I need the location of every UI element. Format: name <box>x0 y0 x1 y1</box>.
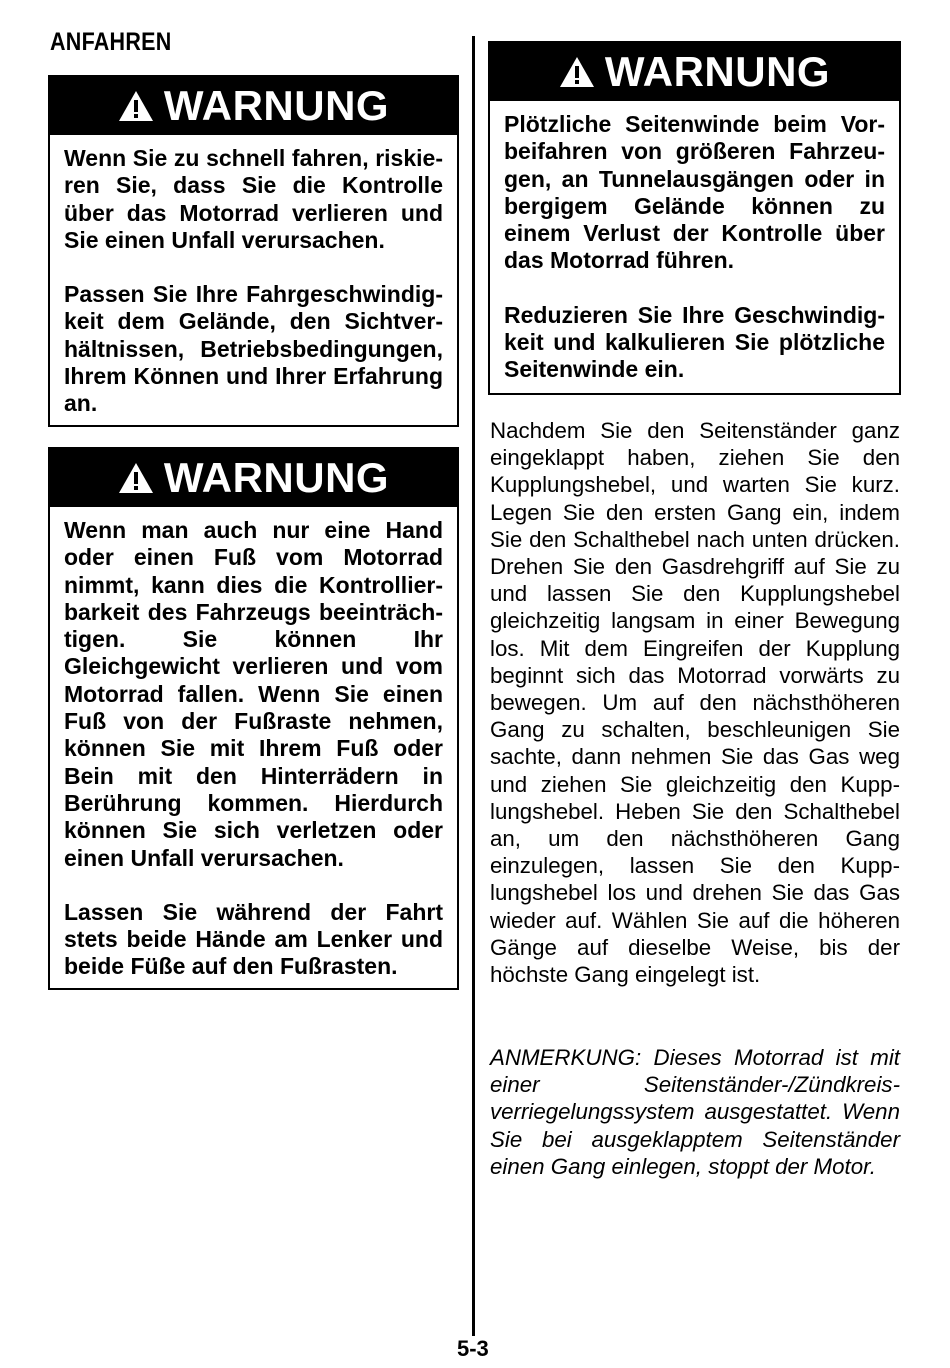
warning-box-hands-feet <box>48 447 459 990</box>
note-paragraph: ANMERKUNG: Dieses Motorrad ist mit einer Seitenständer-/Zündkreisverriegelungssystem ausgestattet. Wenn Sie bei ausgeklapptem Seitenständer einen Gang einlegen, stoppt der Motor. <box>490 1045 900 1179</box>
warning-heading: WARNUNG <box>163 454 390 501</box>
warning-header <box>50 449 457 507</box>
section-title: ANFAHREN <box>50 28 172 56</box>
warning-heading: WARNUNG <box>163 82 390 129</box>
warning-triangle-icon <box>118 462 154 494</box>
warning-paragraph: Reduzieren Sie Ihre Geschwindigkeit und kalkulieren Sie plötzliche Seitenwinde ein. <box>504 301 885 383</box>
warning-heading: WARNUNG <box>604 48 831 95</box>
instructions-paragraph: Nachdem Sie den Seitenständer ganz eingeklappt haben, ziehen Sie den Kupplungshebel, und warten Sie kurz. Legen Sie den ersten Gang ein, indem Sie den Schalthebel nach unten drücken. Drehen Sie den Gasdrehgriff auf Sie zu und lassen Sie den Kupplungshebel gleichzeitig langsam in einer Bewegung los. Mit dem Eingreifen der Kupplung beginnt sich das Motorrad vorwärts zu bewegen. Um auf den nächsthöheren Gang zu schalten, beschleunigen Sie sachte, dann nehmen Sie das Gas weg und ziehen Sie gleichzeitig den Kupplungshebel. Heben Sie den Schalthebel an, um den nächsthöheren Gang einzulegen, lassen Sie den Kupplungshebel los und drehen Sie das Gas wieder auf. Wählen Sie auf die höheren Gänge auf dieselbe Weise, bis der höchste Gang eingelegt ist. <box>490 418 900 988</box>
warning-body <box>490 101 899 394</box>
note-text <box>490 1044 900 1180</box>
warning-body <box>50 507 457 991</box>
warning-paragraph: Lassen Sie während der Fahrt stets beide Hände am Lenker und beide Füße auf den Fußrasten. <box>64 898 443 980</box>
warning-body <box>50 135 457 428</box>
warning-box-speed <box>48 75 459 427</box>
warning-box-crosswinds <box>488 41 901 395</box>
warning-paragraph: Wenn Sie zu schnell fahren, riskieren Sie, dass Sie die Kontrolle über das Motorrad verlieren und Sie einen Unfall verursachen. <box>64 145 443 253</box>
column-divider <box>472 36 475 1336</box>
warning-paragraph: Wenn man auch nur eine Hand oder einen Fuß vom Motorrad nimmt, kann dies die Kontrollierbarkeit des Fahrzeugs beeinträchtigen. Sie können Ihr Gleichgewicht verlieren und vom Motorrad fallen. Wenn Sie einen Fuß von der Fußraste nehmen, können Sie mit Ihrem Fuß oder Bein mit den Hinterrädern in Berührung kommen. Hierdurch können Sie sich verletzen oder einen Unfall verursachen. <box>64 517 443 871</box>
warning-paragraph: Plötzliche Seitenwinde beim Vorbeifahren von größeren Fahrzeugen, an Tunnelausgängen oder in bergigem Gelände können zu einem Verlust der Kontrolle über das Motorrad führen. <box>504 111 885 274</box>
page-number: 5-3 <box>457 1336 489 1361</box>
warning-header <box>50 77 457 135</box>
warning-paragraph: Passen Sie Ihre Fahrgeschwindigkeit dem Gelände, den Sichtverhältnissen, Betriebsbedingungen, Ihrem Können und Ihrer Erfahrung an. <box>64 281 443 417</box>
warning-header <box>490 43 899 101</box>
warning-triangle-icon <box>118 90 154 122</box>
warning-triangle-icon <box>559 56 595 88</box>
instructions-text <box>490 417 900 988</box>
